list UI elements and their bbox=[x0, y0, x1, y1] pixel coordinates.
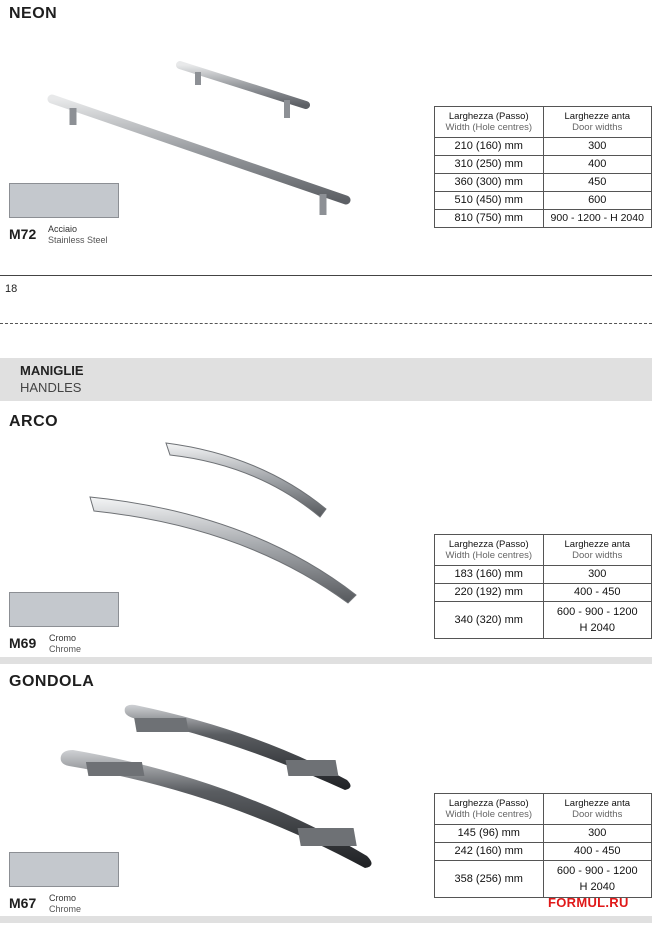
table-cell: 210 (160) mm bbox=[435, 138, 544, 156]
section-title-it: MANIGLIE bbox=[20, 363, 84, 378]
neon-code: M72 bbox=[9, 226, 37, 242]
gondola-spec-table bbox=[434, 793, 652, 898]
neon-spec-table bbox=[434, 106, 652, 228]
table-cell bbox=[543, 861, 652, 898]
gondola-title: GONDOLA bbox=[9, 673, 95, 690]
table-cell: 450 bbox=[543, 174, 652, 192]
neon-material-en: Stainless Steel bbox=[48, 235, 108, 245]
table-cell: 600 bbox=[543, 192, 652, 210]
door-header: Larghezze anta Door widths bbox=[543, 107, 652, 138]
table-cell: 358 (256) mm bbox=[435, 861, 544, 898]
table-cell: 310 (250) mm bbox=[435, 156, 544, 174]
table-cell: 300 bbox=[543, 566, 652, 584]
table-cell: 183 (160) mm bbox=[435, 566, 544, 584]
arco-material-en: Chrome bbox=[49, 644, 82, 654]
table-cell: 400 - 450 bbox=[543, 584, 652, 602]
table-cell: 400 - 450 bbox=[543, 843, 652, 861]
gondola-material bbox=[49, 893, 81, 915]
table-cell: 900 - 1200 - H 2040 bbox=[543, 210, 652, 228]
table-cell: 220 (192) mm bbox=[435, 584, 544, 602]
door-line-1: 600 - 900 - 1200 bbox=[556, 865, 638, 877]
table-cell: 300 bbox=[543, 825, 652, 843]
table-cell: 340 (320) mm bbox=[435, 602, 544, 639]
neon-title: NEON bbox=[9, 5, 58, 22]
gondola-code: M67 bbox=[9, 895, 37, 911]
page-footer-rule bbox=[0, 275, 652, 276]
table-cell: 510 (450) mm bbox=[435, 192, 544, 210]
gondola-material-it: Cromo bbox=[49, 893, 77, 903]
watermark-text: FORMUL.RU bbox=[548, 895, 629, 910]
section-banner bbox=[0, 358, 652, 401]
width-header: Larghezza (Passo) Width (Hole centres) bbox=[435, 535, 544, 566]
table-header-row bbox=[435, 107, 652, 138]
arco-spec-table bbox=[434, 534, 652, 639]
table-cell: 400 bbox=[543, 156, 652, 174]
arco-color-swatch bbox=[9, 592, 119, 627]
arco-material-it: Cromo bbox=[49, 633, 77, 643]
arco-handle-image bbox=[80, 435, 370, 615]
table-cell: 810 (750) mm bbox=[435, 210, 544, 228]
gondola-material-en: Chrome bbox=[49, 904, 82, 914]
neon-material-it: Acciaio bbox=[48, 224, 78, 234]
width-header: Larghezza (Passo) Width (Hole centres) bbox=[435, 107, 544, 138]
arco-title: ARCO bbox=[9, 413, 59, 430]
table-header-row bbox=[435, 794, 652, 825]
page-number: 18 bbox=[5, 283, 18, 295]
section-title-en: HANDLES bbox=[20, 380, 82, 395]
door-line-2: H 2040 bbox=[579, 622, 615, 634]
arco-material bbox=[49, 633, 81, 655]
door-line-1: 600 - 900 - 1200 bbox=[556, 606, 638, 618]
table-cell: 300 bbox=[543, 138, 652, 156]
table-cell: 242 (160) mm bbox=[435, 843, 544, 861]
neon-material bbox=[48, 224, 108, 246]
gondola-color-swatch bbox=[9, 852, 119, 887]
bottom-separator-bar bbox=[0, 916, 652, 923]
table-cell bbox=[543, 602, 652, 639]
width-header: Larghezza (Passo) Width (Hole centres) bbox=[435, 794, 544, 825]
page-break-divider bbox=[0, 323, 652, 324]
section-separator-bar bbox=[0, 657, 652, 664]
door-line-2: H 2040 bbox=[579, 881, 615, 893]
table-cell: 360 (300) mm bbox=[435, 174, 544, 192]
arco-code: M69 bbox=[9, 635, 37, 651]
neon-color-swatch bbox=[9, 183, 119, 218]
door-header: Larghezze anta Door widths bbox=[543, 535, 652, 566]
table-header-row bbox=[435, 535, 652, 566]
door-header: Larghezze anta Door widths bbox=[543, 794, 652, 825]
table-cell: 145 (96) mm bbox=[435, 825, 544, 843]
